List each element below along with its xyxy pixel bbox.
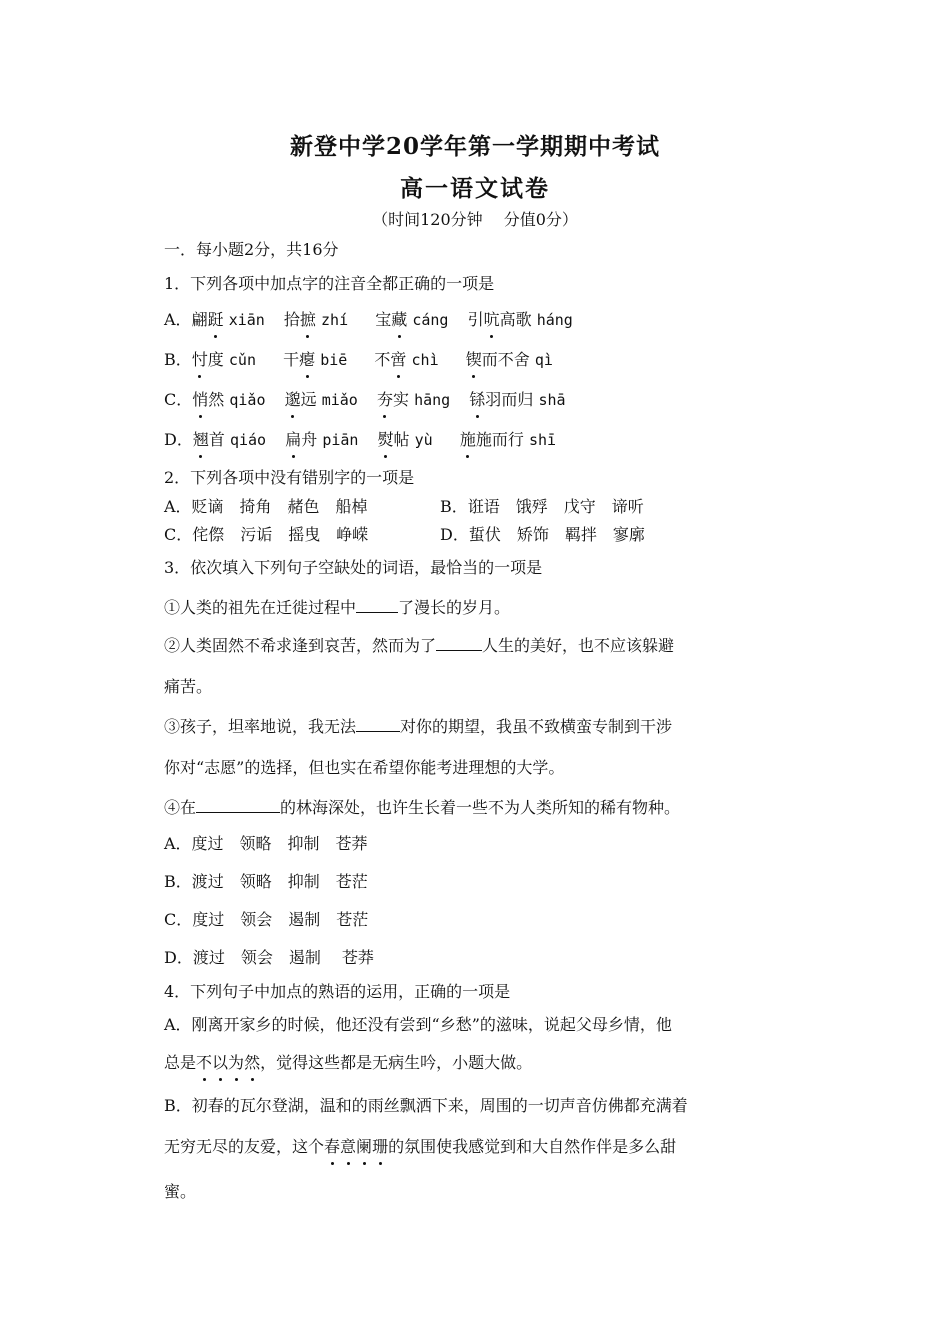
- q3-sentence-1: [164, 594, 510, 620]
- q3-sentence-3: [164, 713, 672, 739]
- dotted-char: 为: [228, 1051, 244, 1075]
- word: 熨帖: [378, 430, 410, 449]
- pinyin: qiǎo: [229, 391, 266, 409]
- dotted-char: 以: [212, 1051, 228, 1075]
- fill-blank: [196, 794, 280, 813]
- pinyin: shā: [538, 391, 566, 409]
- q3-sentence-2: [164, 632, 674, 658]
- pinyin: hāng: [414, 391, 451, 409]
- sentence-text: 的林海深处，也许生长着一些不为人类所知的稀有物种。: [280, 798, 681, 817]
- q1-option-a: [164, 308, 573, 332]
- q2-option-b: B．诳语 饿殍 戊守 谛听: [440, 497, 644, 516]
- pinyin: cǔn: [228, 351, 256, 369]
- exam-info: （时间120分钟 分值0分）: [372, 210, 578, 229]
- dotted-char: 然: [244, 1051, 260, 1075]
- exam-subtitle: 高一语文试卷: [400, 175, 550, 202]
- dotted-char: 意: [340, 1135, 356, 1159]
- pinyin: yù: [414, 431, 433, 449]
- fill-blank: [436, 632, 482, 651]
- pinyin: xiān: [228, 311, 265, 329]
- dotted-char: 春: [324, 1135, 340, 1159]
- question-2-stem: 2．下列各项中没有错别字的一项是: [164, 468, 415, 487]
- q3-option-c: C．度过 领会 遏制 苍茫: [164, 910, 369, 929]
- sentence-text: 总是: [164, 1053, 197, 1072]
- q1-option-c: [164, 388, 566, 412]
- q1-option-d: [164, 428, 556, 452]
- pinyin: cáng: [412, 311, 449, 329]
- word: 邈远: [285, 390, 317, 409]
- dotted-char: 不: [196, 1051, 212, 1075]
- word: 翩跹: [192, 310, 224, 329]
- sentence-text: ④在: [164, 798, 197, 817]
- option-label: C．: [164, 390, 193, 409]
- q2-option-a: A．贬谪 掎角 赭色 船棹: [164, 497, 368, 516]
- sentence-text: ，觉得这些都是无病生吟，小题大做。: [260, 1053, 533, 1072]
- q3-option-a: A．度过 领略 抑制 苍莽: [164, 834, 368, 853]
- pinyin: chì: [411, 351, 439, 369]
- exam-title: 新登中学20学年第一学期期中考试: [289, 133, 660, 160]
- q4-option-a-line2: [164, 1051, 532, 1075]
- option-label: A．: [164, 310, 192, 329]
- word: 锲而不舍: [466, 350, 530, 369]
- q4-option-b-line1: B．初春的瓦尔登湖，温和的雨丝飘洒下来，周围的一切声音仿佛都充满着: [164, 1096, 688, 1115]
- question-1-stem: 1．下列各项中加点字的注音全都正确的一项是: [164, 274, 495, 293]
- q2-option-c: C．侘傺 污诟 摇曳 峥嵘: [164, 525, 369, 544]
- pinyin: qiáo: [229, 431, 267, 449]
- sentence-text: ③孩子，坦率地说，我无法: [164, 717, 357, 736]
- sentence-text: 无穷无尽的友爱，这个: [164, 1137, 325, 1156]
- pinyin: miǎo: [321, 391, 358, 409]
- word: 拾摭: [284, 310, 316, 329]
- word: 宝藏: [375, 310, 407, 329]
- word: 夯实: [377, 390, 409, 409]
- sentence-text: ①人类的祖先在迁徙过程中: [164, 598, 357, 617]
- pinyin: shī: [528, 431, 557, 449]
- sentence-text: 的氛围使我感觉到和大自然作伴是多么甜: [388, 1137, 677, 1156]
- q2-option-d: D．蜇伏 矫饰 羁拌 寥廓: [440, 525, 645, 544]
- sentence-text: 了漫长的岁月。: [398, 598, 511, 617]
- q4-option-a-line1: A．刚离开家乡的时候，他还没有尝到“乡愁”的滋味，说起父母乡情，他: [164, 1015, 672, 1034]
- q3-option-d: D．渡过 领会 遏制 苍莽: [164, 948, 374, 967]
- pinyin: piān: [322, 431, 359, 449]
- fill-blank: [356, 713, 400, 732]
- q4-option-b-line2: [164, 1135, 676, 1159]
- q1-option-b: [164, 348, 553, 372]
- word: 干瘪: [283, 350, 315, 369]
- dotted-char: 珊: [372, 1135, 388, 1159]
- sentence-text: 对你的期望，我虽不致横蛮专制到干涉: [400, 717, 673, 736]
- pinyin: háng: [536, 311, 573, 329]
- q3-option-b: B．渡过 领略 抑制 苍茫: [164, 872, 368, 891]
- word: 不啻: [374, 350, 406, 369]
- word: 铩羽而归: [469, 390, 533, 409]
- word: 引吭高歌: [468, 310, 532, 329]
- sentence-text: 人生的美好，也不应该躲避: [482, 636, 675, 655]
- word: 施施而行: [460, 430, 524, 449]
- q3-sentence-2-cont: 痛苦。: [164, 677, 213, 696]
- pinyin: biē: [320, 351, 348, 369]
- question-3-stem: 3．依次填入下列句子空缺处的词语，最恰当的一项是: [164, 558, 543, 577]
- q3-sentence-4: [164, 794, 680, 820]
- sentence-text: ②人类固然不希求逢到哀苦，然而为了: [164, 636, 437, 655]
- fill-blank: [356, 594, 398, 613]
- word: 悄然: [192, 390, 224, 409]
- word: 扁舟: [285, 430, 317, 449]
- option-label: D．: [164, 430, 193, 449]
- q4-option-b-line3: 蜜。: [164, 1182, 197, 1201]
- dotted-char: 阑: [356, 1135, 372, 1159]
- q3-sentence-3-cont: 你对“志愿”的选择，但也实在希望你能考进理想的大学。: [164, 758, 565, 777]
- section-heading: 一．每小题2分，共16分: [164, 240, 339, 259]
- question-4-stem: 4．下列句子中加点的熟语的运用，正确的一项是: [164, 982, 511, 1001]
- pinyin: zhí: [321, 311, 349, 329]
- option-label: B．: [164, 350, 192, 369]
- word: 翘首: [193, 430, 225, 449]
- pinyin: qì: [534, 351, 553, 369]
- word: 忖度: [192, 350, 224, 369]
